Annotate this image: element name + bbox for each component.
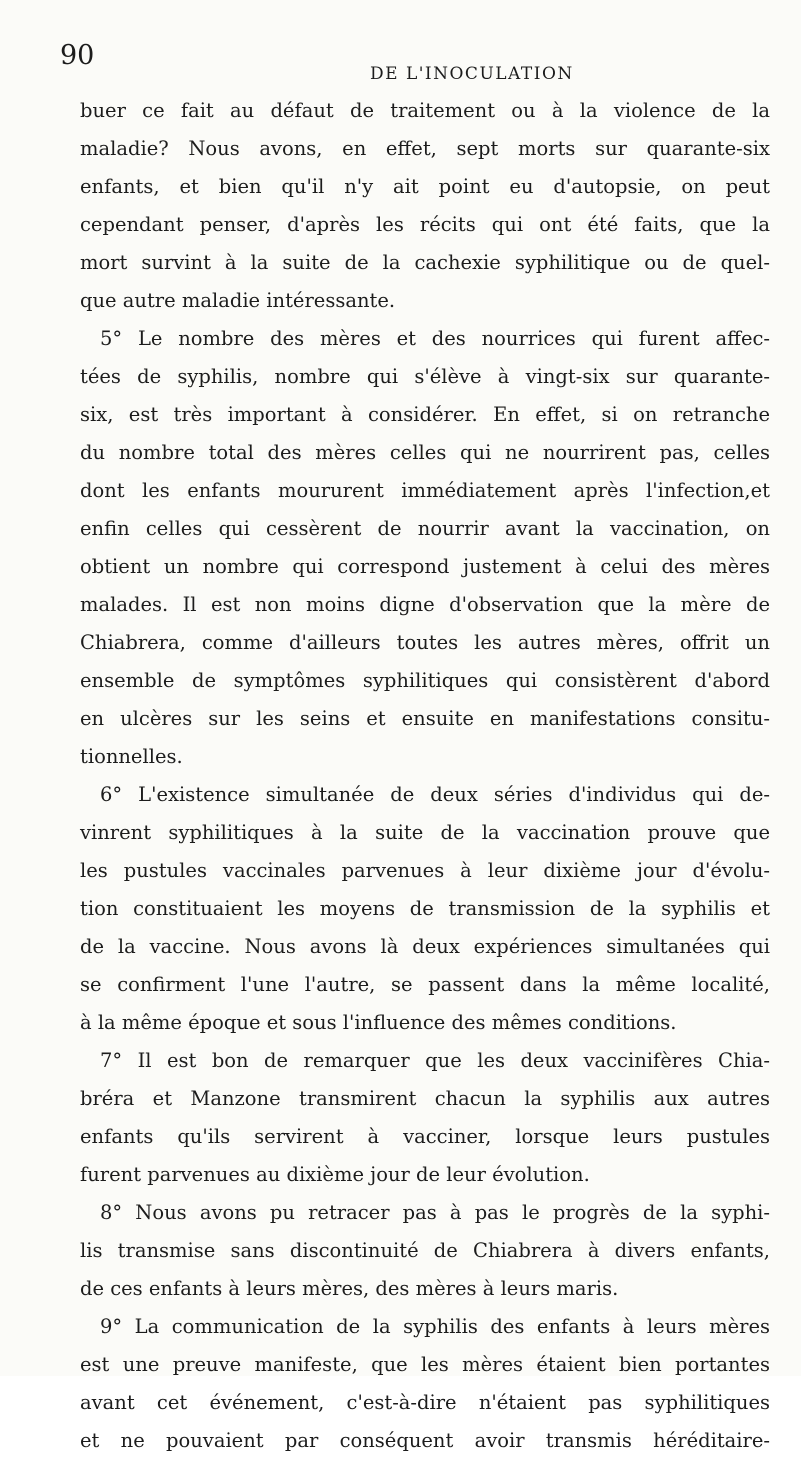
text-line: enfants, et bien qu'il n'y ait point eu d'autopsie, on peut: [80, 175, 770, 198]
text-line: avant cet événement, c'est-à-dire n'étaient pas syphilitiques: [80, 1391, 770, 1414]
text-line: est une preuve manifeste, que les mères étaient bien portantes: [80, 1353, 770, 1376]
text-line: 7° Il est bon de remarquer que les deux vaccinifères Chia-: [100, 1049, 770, 1072]
text-line: dont les enfants moururent immédiatement après l'infection,et: [80, 479, 770, 502]
text-line: de la vaccine. Nous avons là deux expériences simultanées qui: [80, 935, 770, 958]
text-line: les pustules vaccinales parvenues à leur dixième jour d'évolu-: [80, 859, 770, 882]
text-line: en ulcères sur les seins et ensuite en manifestations consitu-: [80, 707, 770, 730]
text-line: maladie? Nous avons, en effet, sept morts sur quarante-six: [80, 137, 770, 160]
text-line: se confirment l'une l'autre, se passent dans la même localité,: [80, 973, 770, 996]
text-line: enfants qu'ils servirent à vacciner, lorsque leurs pustules: [80, 1125, 770, 1148]
text-line: du nombre total des mères celles qui ne nourrirent pas, celles: [80, 441, 770, 464]
text-line: 6° L'existence simultanée de deux séries d'individus qui de-: [100, 783, 770, 806]
text-line: cependant penser, d'après les récits qui ont été faits, que la: [80, 213, 770, 236]
page-number: 90: [60, 40, 95, 71]
text-line: malades. Il est non moins digne d'observation que la mère de: [80, 593, 770, 616]
text-line: bréra et Manzone transmirent chacun la syphilis aux autres: [80, 1087, 770, 1110]
body-text: [80, 92, 770, 1460]
text-line: tionnelles.: [80, 745, 183, 768]
text-line: que autre maladie intéressante.: [80, 289, 396, 312]
text-line: tées de syphilis, nombre qui s'élève à vingt-six sur quarante-: [80, 365, 770, 388]
text-line: à la même époque et sous l'influence des mêmes conditions.: [80, 1011, 677, 1034]
text-line: tion constituaient les moyens de transmission de la syphilis et: [80, 897, 770, 920]
text-line: lis transmise sans discontinuité de Chiabrera à divers enfants,: [80, 1239, 770, 1262]
text-line: furent parvenues au dixième jour de leur évolution.: [80, 1163, 590, 1186]
text-line: 5° Le nombre des mères et des nourrices qui furent affec-: [100, 327, 770, 350]
text-line: Chiabrera, comme d'ailleurs toutes les autres mères, offrit un: [80, 631, 770, 654]
text-line: enfin celles qui cessèrent de nourrir avant la vaccination, on: [80, 517, 770, 540]
text-line: 9° La communication de la syphilis des enfants à leurs mères: [100, 1315, 770, 1338]
text-line: de ces enfants à leurs mères, des mères à leurs maris.: [80, 1277, 619, 1300]
text-line: six, est très important à considérer. En effet, si on retranche: [80, 403, 770, 426]
text-line: buer ce fait au défaut de traitement ou à la violence de la: [80, 99, 770, 122]
text-line: obtient un nombre qui correspond justement à celui des mères: [80, 555, 770, 578]
text-line: ensemble de symptômes syphilitiques qui consistèrent d'abord: [80, 669, 770, 692]
text-line: mort survint à la suite de la cachexie syphilitique ou de quel-: [80, 251, 770, 274]
text-line: vinrent syphilitiques à la suite de la vaccination prouve que: [80, 821, 770, 844]
text-line: 8° Nous avons pu retracer pas à pas le progrès de la syphi-: [100, 1201, 770, 1224]
page-header: [60, 40, 780, 90]
running-title: DE L'INOCULATION: [370, 64, 574, 84]
text-line: et ne pouvaient par conséquent avoir transmis héréditaire-: [80, 1429, 770, 1452]
